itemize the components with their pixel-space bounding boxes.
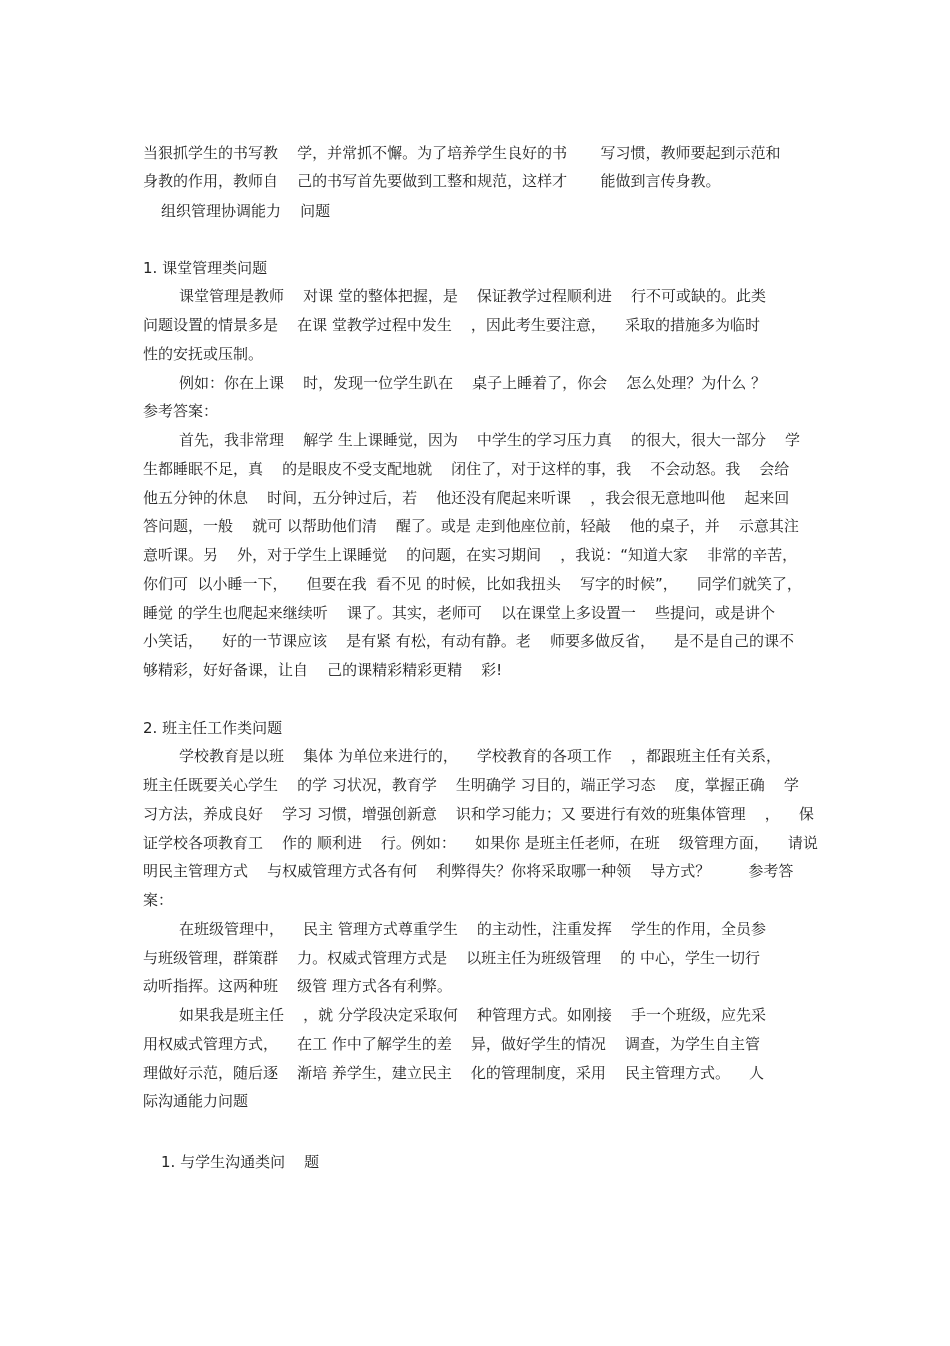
text-line: 案： [143,891,174,909]
text-line: 当狠抓学生的书写教 学，并常抓不懈。为了培养学生良好的书 写习惯，教师要起到示范和 [143,144,781,162]
text-line: 睡觉 的学生也爬起来继续听 课了。其实，老师可 以在课堂上多设置一 些提问，或是讲个 [143,604,775,622]
text-line: 动听指挥。这两种班 级管 理方式各有利弊。 [143,977,452,995]
text-line: 用权威式管理方式， 在工 作中了解学生的差 异，做好学生的情况 调查，为学生自主管 [143,1035,760,1053]
text-line: 班主任既要关心学生 的学 习状况，教育学 生明确学 习目的，端正学习态 度，掌握正确 学 [143,776,799,794]
text-line: 他五分钟的休息 时间，五分钟过后，若 他还没有爬起来听课 ，我会很无意地叫他 起来回 [143,489,790,507]
subsection-heading: 1. 与学生沟通类问 题 [161,1153,320,1171]
text-line: 生都睡眠不足，真 的是眼皮不受支配地就 闭住了，对于这样的事，我 不会动怒。我 会给 [143,460,790,478]
subsection-heading: 2. 班主任工作类问题 [143,719,283,737]
subsection-heading: 1. 课堂管理类问题 [143,259,268,277]
text-line: 证学校各项教育工 作的 顺利进 行。例如： 如果你 是班主任老师，在班 级管理方面， 请说 [143,834,818,852]
section-heading: 组织管理协调能力 问题 [161,202,331,220]
text-line: 参考答案： [143,402,219,420]
section-heading: 际沟通能力问题 [143,1092,249,1110]
text-line: 课堂管理是教师 对课 堂的整体把握，是 保证教学过程顺利进 行不可或缺的。此类 [179,287,766,305]
text-line: 首先，我非常理 解学 生上课睡觉，因为 中学生的学习压力真 的很大，很大一部分 学 [179,431,801,449]
text-line: 与班级管理，群策群 力。权威式管理方式是 以班主任为班级管理 的 中心，学生一切行 [143,949,760,967]
text-line: 意听课。另 外，对于学生上课睡觉 的问题，在实习期间 ，我说：“知道大家 非常的辛苦， [143,546,798,564]
text-line: 习方法，养成良好 学习 习惯，增强创新意 识和学习能力；又 要进行有效的班集体管理 ， 保 [143,805,814,823]
text-line: 学校教育是以班 集体 为单位来进行的， 学校教育的各项工作 ，都跟班主任有关系， [179,747,781,765]
text-line: 如果我是班主任 ，就 分学段决定采取何 种管理方式。如刚接 手一个班级，应先采 [179,1006,766,1024]
text-line: 答问题，一般 就可 以帮助他们清 醒了。或是 走到他座位前，轻敲 他的桌子，并 示意其注 [143,517,799,535]
text-line: 理做好示范，随后逐 渐培 养学生，建立民主 化的管理制度，采用 民主管理方式。 人 [143,1064,765,1082]
text-line: 身教的作用，教师自 己的书写首先要做到工整和规范，这样才 能做到言传身教。 [143,172,721,190]
text-line: 你们可 以小睡一下， 但要在我 看不见 的时候，比如我扭头 写字的时候”， 同学们就笑了， [143,575,802,593]
text-line: 明民主管理方式 与权威管理方式各有何 利弊得失？你将采取哪一种领 导方式？ 参考答 [143,862,794,880]
text-line: 性的安抚或压制。 [143,345,264,363]
text-line: 例如：你在上课 时，发现一位学生趴在 桌子上睡着了，你会 怎么处理？为什么 ？ [179,374,766,392]
text-line: 够精彩，好好备课，让自 己的课精彩精彩更精 彩! [143,661,503,679]
text-line: 问题设置的情景多是 在课 堂教学过程中发生 ，因此考生要注意， 采取的措施多为临时 [143,316,760,334]
text-line: 小笑话， 好的一节课应该 是有紧 有松，有动有静。老 师要多做反省， 是不是自己的课不 [143,632,795,650]
text-line: 在班级管理中， 民主 管理方式尊重学生 的主动性，注重发挥 学生的作用，全员参 [179,920,766,938]
